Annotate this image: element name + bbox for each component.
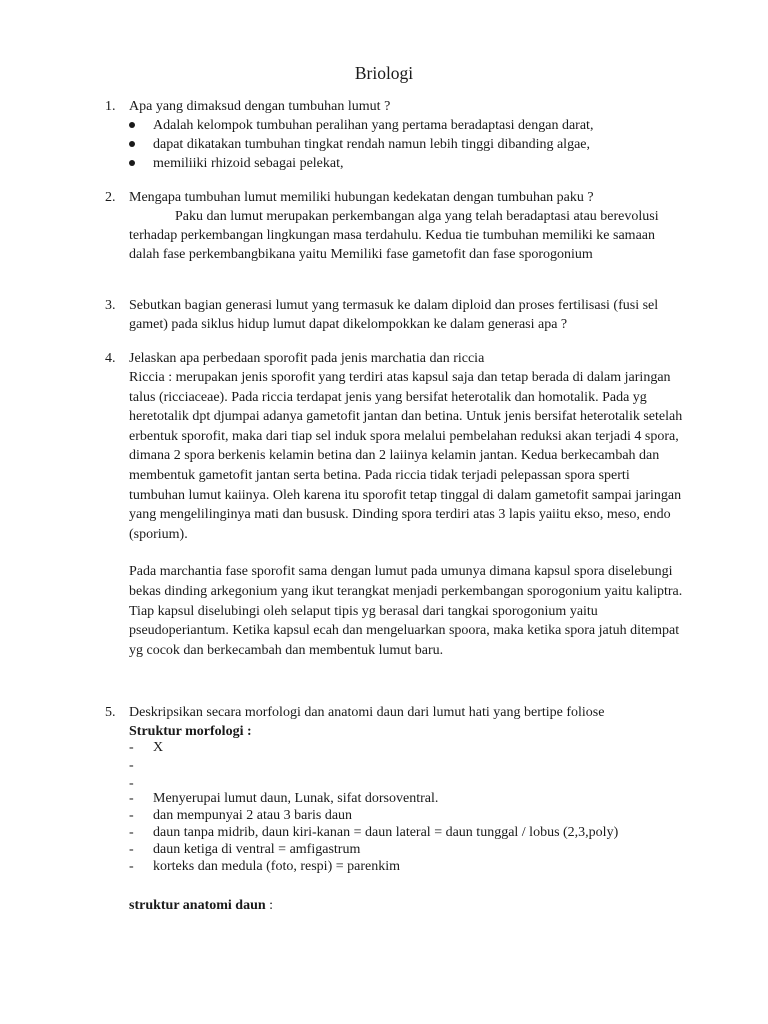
dash-marker: -	[129, 791, 134, 806]
dash-marker: -	[129, 740, 134, 755]
answer-paragraph: Pada marchantia fase sporofit sama dengan lumut pada umunya dimana kapsul spora diselebungi bekas dinding arkegonium yang ikut terangkat menjadi perkembangan sporogonium yaitu kaliptra. Tiap kapsul diselubingi oleh selaput tipis yg berasal dari tangkai sporogonium yaitu pseudoperiantum. Ketika kapsul ecah dan mengeluarkan spoora, maka ketika spora jatuh ditempat yg cocok dan berkecambah dan membentuk lumut baru.	[129, 564, 683, 658]
list-item: daun ketiga di ventral = amfigastrum	[153, 842, 361, 857]
question-number: 3.	[105, 298, 116, 313]
question-number: 2.	[105, 190, 116, 205]
section-heading: Struktur morfologi :	[129, 724, 252, 740]
question-number: 4.	[105, 351, 116, 366]
list-item	[153, 135, 685, 154]
bullet-text: Adalah kelompok tumbuhan peralihan yang pertama beradaptasi dengan darat,	[153, 118, 594, 134]
bullet-icon	[129, 141, 135, 147]
bullet-icon	[129, 122, 135, 128]
question-text: Mengapa tumbuhan lumut memiliki hubungan kedekatan dengan tumbuhan paku ?	[129, 190, 594, 205]
question-number: 5.	[105, 705, 116, 720]
list-item	[153, 154, 685, 173]
anatomi-heading: struktur anatomi daun	[129, 898, 266, 913]
dash-marker: -	[129, 842, 134, 857]
question-text: Jelaskan apa perbedaan sporofit pada jenis marchatia dan riccia	[129, 351, 485, 366]
question-number: 1.	[105, 99, 116, 114]
question-2	[105, 188, 685, 264]
dash-marker: -	[129, 859, 134, 874]
bullet-text: dapat dikatakan tumbuhan tingkat rendah namun lebih tinggi dibanding algae,	[153, 137, 590, 153]
dash-marker: -	[129, 776, 134, 791]
dash-marker: -	[129, 808, 134, 823]
list-item: daun tanpa midrib, daun kiri-kanan = daun lateral = daun tunggal / lobus (2,3,poly)	[153, 825, 619, 840]
question-1	[105, 97, 685, 173]
bullet-text: memiliiki rhizoid sebagai pelekat,	[153, 156, 344, 172]
answer-paragraph: Riccia : merupakan jenis sporofit yang terdiri atas kapsul saja dan tetap berada di dalam jaringan talus (ricciaceae). Pada riccia terdapat jenis yang bersifat heterotalik dan homotalik. Pada yg heretotalik dpt djumpai adanya gametofit jantan dan betina. Untuk jenis bersifat heterotalik setelah erbentuk sporofit, maka dari tiap sel induk spora melalui pembelahan reduksi akan terjadi 4 spora, dimana 2 spora berkenis kelamin betina dan 2 laiinya kelamin jantan. Kedua berkecambah dan membentuk gametofit jantan serta betina. Pada riccia tidak terjadi pelepassan spora sperti tumbuhan lumut kaiinya. Oleh karena itu sporofit tetap tinggal di dalam gametofit sampai jaringan yang mengelilinginya mati dan bususk. Dinding spora terdiri atas 3 lapis yaiitu ekso, meso, endo (sporium).	[129, 370, 683, 542]
section-heading	[129, 896, 273, 915]
document-title: Briologi	[354, 63, 414, 83]
question-text: Sebutkan bagian generasi lumut yang termasuk ke dalam diploid dan proses fertilisasi (fusi sel gamet) pada siklus hidup lumut dapat dikelompokkan ke dalam generasi apa ?	[129, 298, 659, 333]
heading-colon: :	[265, 898, 274, 913]
list-item: dan mempunyai 2 atau 3 baris daun	[153, 808, 353, 823]
dash-marker: -	[129, 758, 134, 773]
bullet-icon	[129, 160, 135, 166]
list-item: korteks dan medula (foto, respi) = parenkim	[153, 859, 400, 874]
question-5	[105, 703, 685, 741]
list-item: Menyerupai lumut daun, Lunak, sifat dorsoventral.	[153, 791, 439, 806]
question-text: Apa yang dimaksud dengan tumbuhan lumut ?	[129, 99, 391, 114]
answer-text: Paku dan lumut merupakan perkembangan alga yang telah beradaptasi atau berevolusi terhadap perkembangan lingkungan masa terdahulu. Kedua tie tumbuhan memiliki ke samaan dalah fase perkembangbikana yaitu Memiliki fase gametofit dan fase sporogonium	[129, 209, 659, 263]
list-item: X	[153, 740, 164, 755]
question-text: Deskripsikan secara morfologi dan anatomi daun dari lumut hati yang bertipe foliose	[129, 705, 605, 720]
question-3	[105, 296, 685, 334]
dash-marker: -	[129, 825, 134, 840]
question-4	[105, 349, 685, 660]
list-item	[153, 116, 685, 135]
